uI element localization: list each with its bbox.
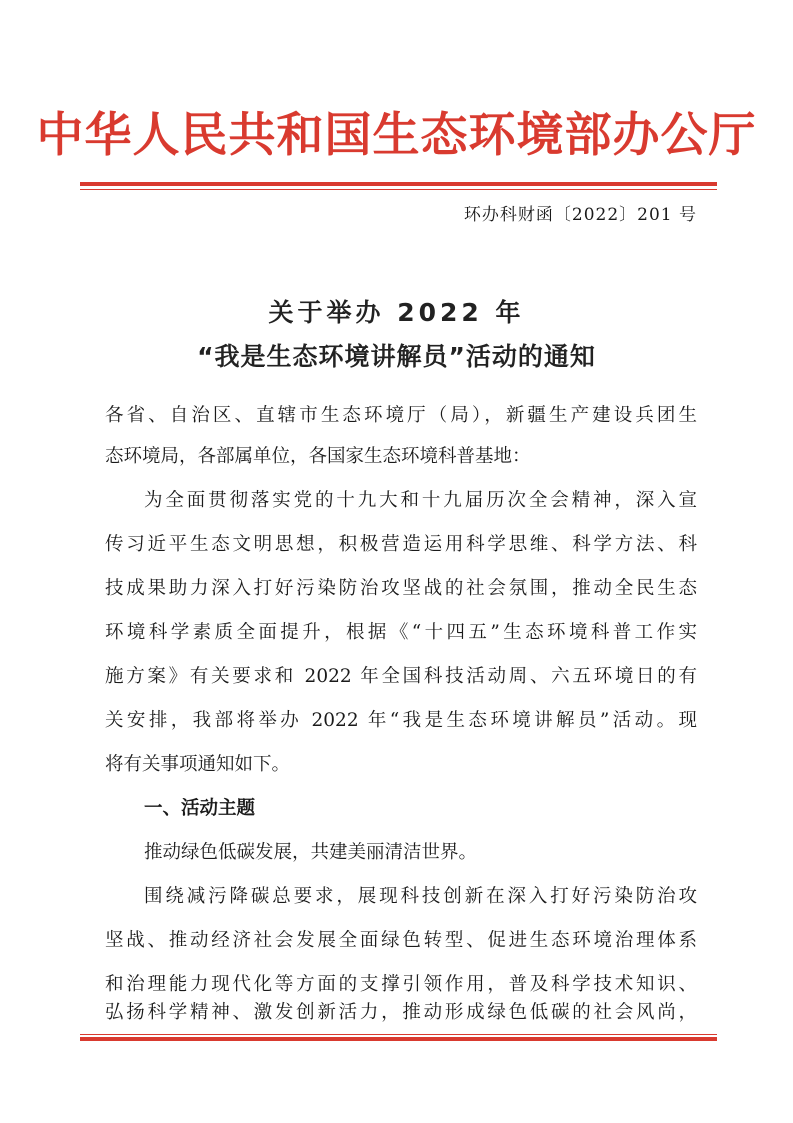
paragraph-line: 将有关事项通知如下。 bbox=[105, 754, 291, 775]
paragraph-line: 关安排，我部将举办 2022 年“我是生态环境讲解员”活动。现 bbox=[105, 710, 697, 731]
masthead-rule-thin bbox=[80, 189, 717, 190]
document-number: 环办科财函〔2022〕201 号 bbox=[463, 205, 697, 225]
paragraph-line: 弘扬科学精神、激发创新活力，推动形成绿色低碳的社会风尚， bbox=[105, 1002, 697, 1023]
theme-line: 推动绿色低碳发展，共建美丽清洁世界。 bbox=[144, 842, 478, 863]
paragraph-line: 传习近平生态文明思想，积极营造运用科学思维、科学方法、科 bbox=[105, 534, 697, 555]
footer-rule-thick bbox=[80, 1037, 717, 1041]
title-line-1: 关于举办 2022 年 bbox=[268, 298, 525, 327]
addressee-line-1: 各省、自治区、直辖市生态环境厅（局），新疆生产建设兵团生 bbox=[105, 405, 697, 426]
paragraph-line: 施方案》有关要求和 2022 年全国科技活动周、六五环境日的有 bbox=[105, 666, 697, 687]
masthead-rule-thick bbox=[80, 182, 717, 186]
paragraph-line: 为全面贯彻落实党的十九大和十九届历次全会精神，深入宣 bbox=[144, 490, 697, 511]
paragraph-line: 技成果助力深入打好污染防治攻坚战的社会氛围，推动全民生态 bbox=[105, 578, 697, 599]
paragraph-line: 和治理能力现代化等方面的支撑引领作用，普及科学技术知识、 bbox=[105, 974, 697, 995]
paragraph-line: 围绕减污降碳总要求，展现科技创新在深入打好污染防治攻 bbox=[144, 886, 697, 907]
section-heading: 一、活动主题 bbox=[144, 798, 256, 819]
masthead-title: 中华人民共和国生态环境部办公厅 bbox=[36, 108, 757, 163]
addressee-line-2: 态环境局，各部属单位，各国家生态环境科普基地： bbox=[105, 446, 531, 467]
title-line-2: “我是生态环境讲解员”活动的通知 bbox=[197, 342, 596, 371]
paragraph-line: 坚战、推动经济社会发展全面绿色转型、促进生态环境治理体系 bbox=[105, 930, 697, 951]
footer-rule-thin bbox=[80, 1034, 717, 1035]
paragraph-line: 环境科学素质全面提升，根据《“十四五”生态环境科普工作实 bbox=[105, 622, 697, 643]
